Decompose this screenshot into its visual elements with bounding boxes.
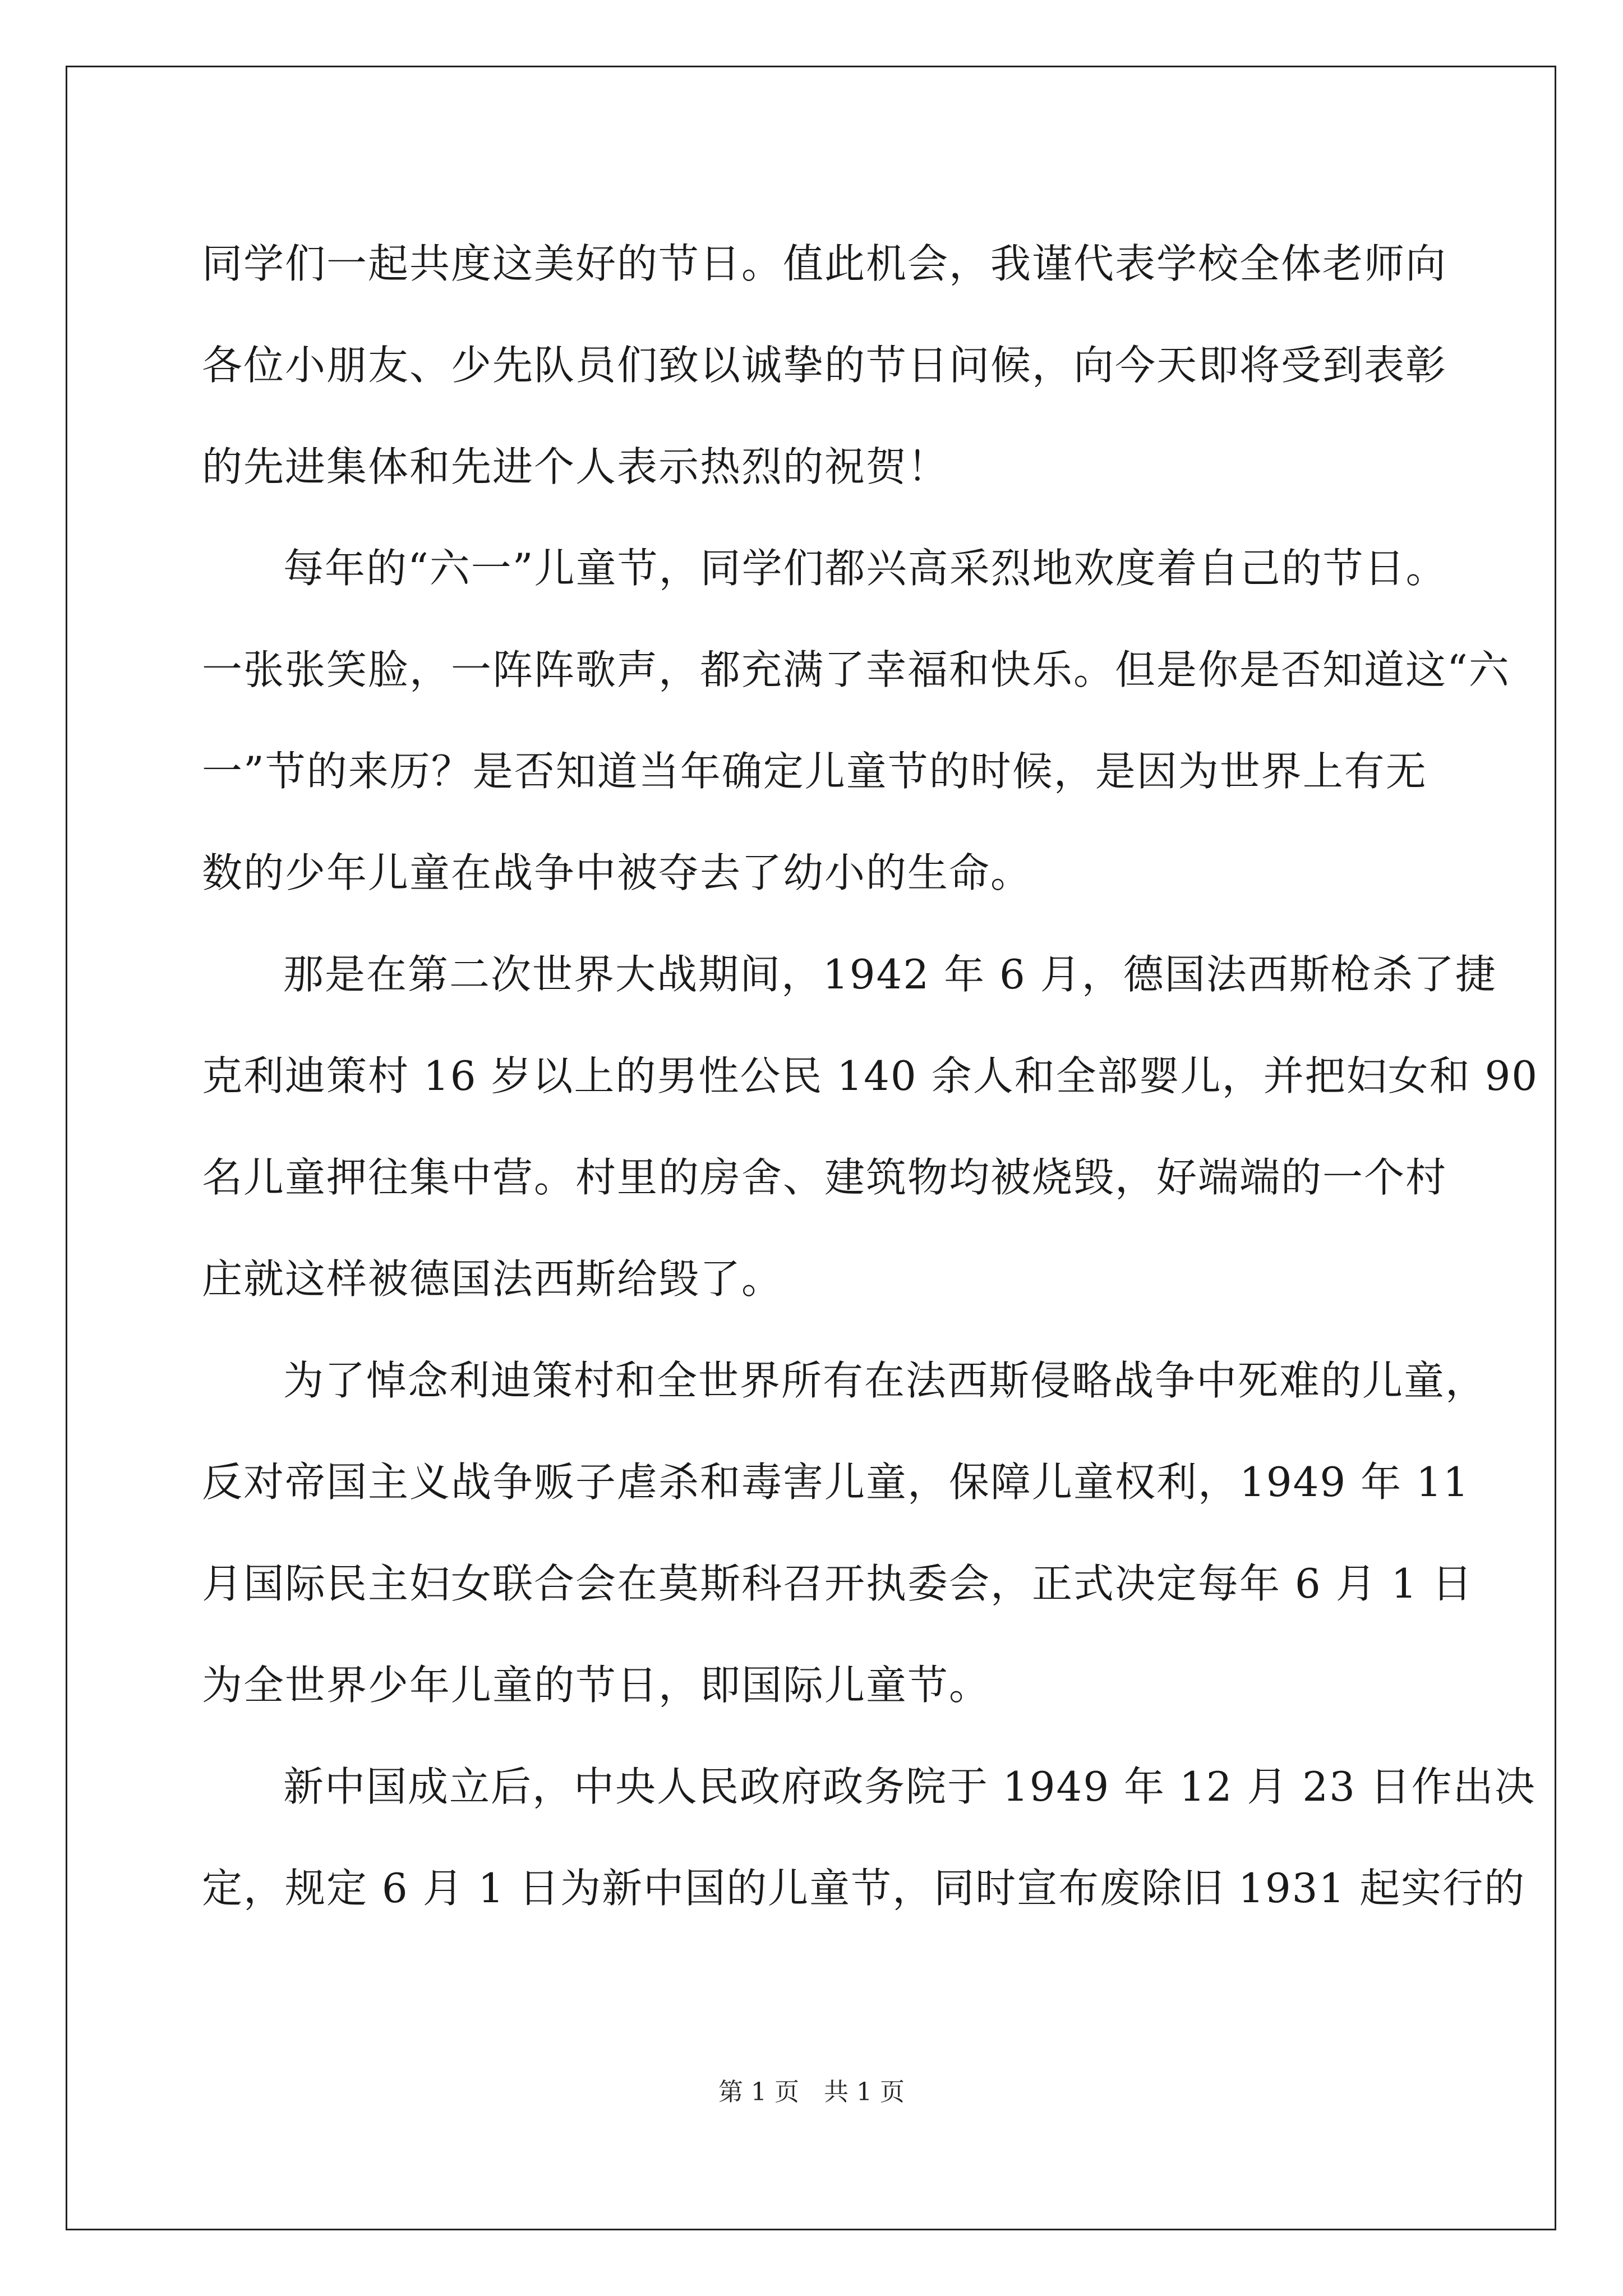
page-footer: 第 1 页 共 1 页 xyxy=(718,2078,905,2106)
text-line: 每年的“六一”儿童节，同学们都兴高采烈地欢度着自己的节日。 xyxy=(283,545,1447,592)
text-line: 月国际民主妇女联合会在莫斯科召开执委会，正式决定每年 6 月 1 日 xyxy=(202,1560,1474,1607)
text-line: 为全世界少年儿童的节日，即国际儿童节。 xyxy=(202,1662,991,1709)
paragraph xyxy=(202,213,1447,518)
text-line: 名儿童押往集中营。村里的房舍、建筑物均被烧毁，好端端的一个村 xyxy=(202,1154,1447,1201)
text-line: 的先进集体和先进个人表示热烈的祝贺！ xyxy=(202,443,949,490)
paragraph xyxy=(202,924,1539,1330)
document-body xyxy=(202,213,1539,1939)
paragraph xyxy=(202,1330,1487,1736)
paragraph xyxy=(202,518,1510,924)
text-line: 定，规定 6 月 1 日为新中国的儿童节，同时宣布废除旧 1931 起实行的 xyxy=(202,1865,1526,1912)
text-line: 克利迪策村 16 岁以上的男性公民 140 余人和全部婴儿，并把妇女和 90 xyxy=(202,1052,1539,1099)
text-line: 那是在第二次世界大战期间，1942 年 6 月，德国法西斯枪杀了捷 xyxy=(283,951,1497,998)
text-line: 一”节的来历？是否知道当年确定儿童节的时候，是因为世界上有无 xyxy=(202,748,1427,795)
text-line: 各位小朋友、少先队员们致以诚挚的节日问候，向今天即将受到表彰 xyxy=(202,342,1447,389)
text-line: 一张张笑脸，一阵阵歌声，都充满了幸福和快乐。但是你是否知道这“六 xyxy=(202,646,1510,693)
text-line: 反对帝国主义战争贩子虐杀和毒害儿童，保障儿童权利，1949 年 11 xyxy=(202,1458,1470,1506)
text-line: 数的少年儿童在战争中被夺去了幼小的生命。 xyxy=(202,849,1032,896)
text-line: 新中国成立后，中央人民政府政务院于 1949 年 12 月 23 日作出决 xyxy=(283,1763,1536,1810)
text-line: 庄就这样被德国法西斯给毁了。 xyxy=(202,1255,783,1303)
text-line: 同学们一起共度这美好的节日。值此机会，我谨代表学校全体老师向 xyxy=(202,240,1447,287)
paragraph xyxy=(202,1736,1536,1939)
text-line: 为了悼念利迪策村和全世界所有在法西斯侵略战争中死难的儿童， xyxy=(283,1357,1487,1404)
